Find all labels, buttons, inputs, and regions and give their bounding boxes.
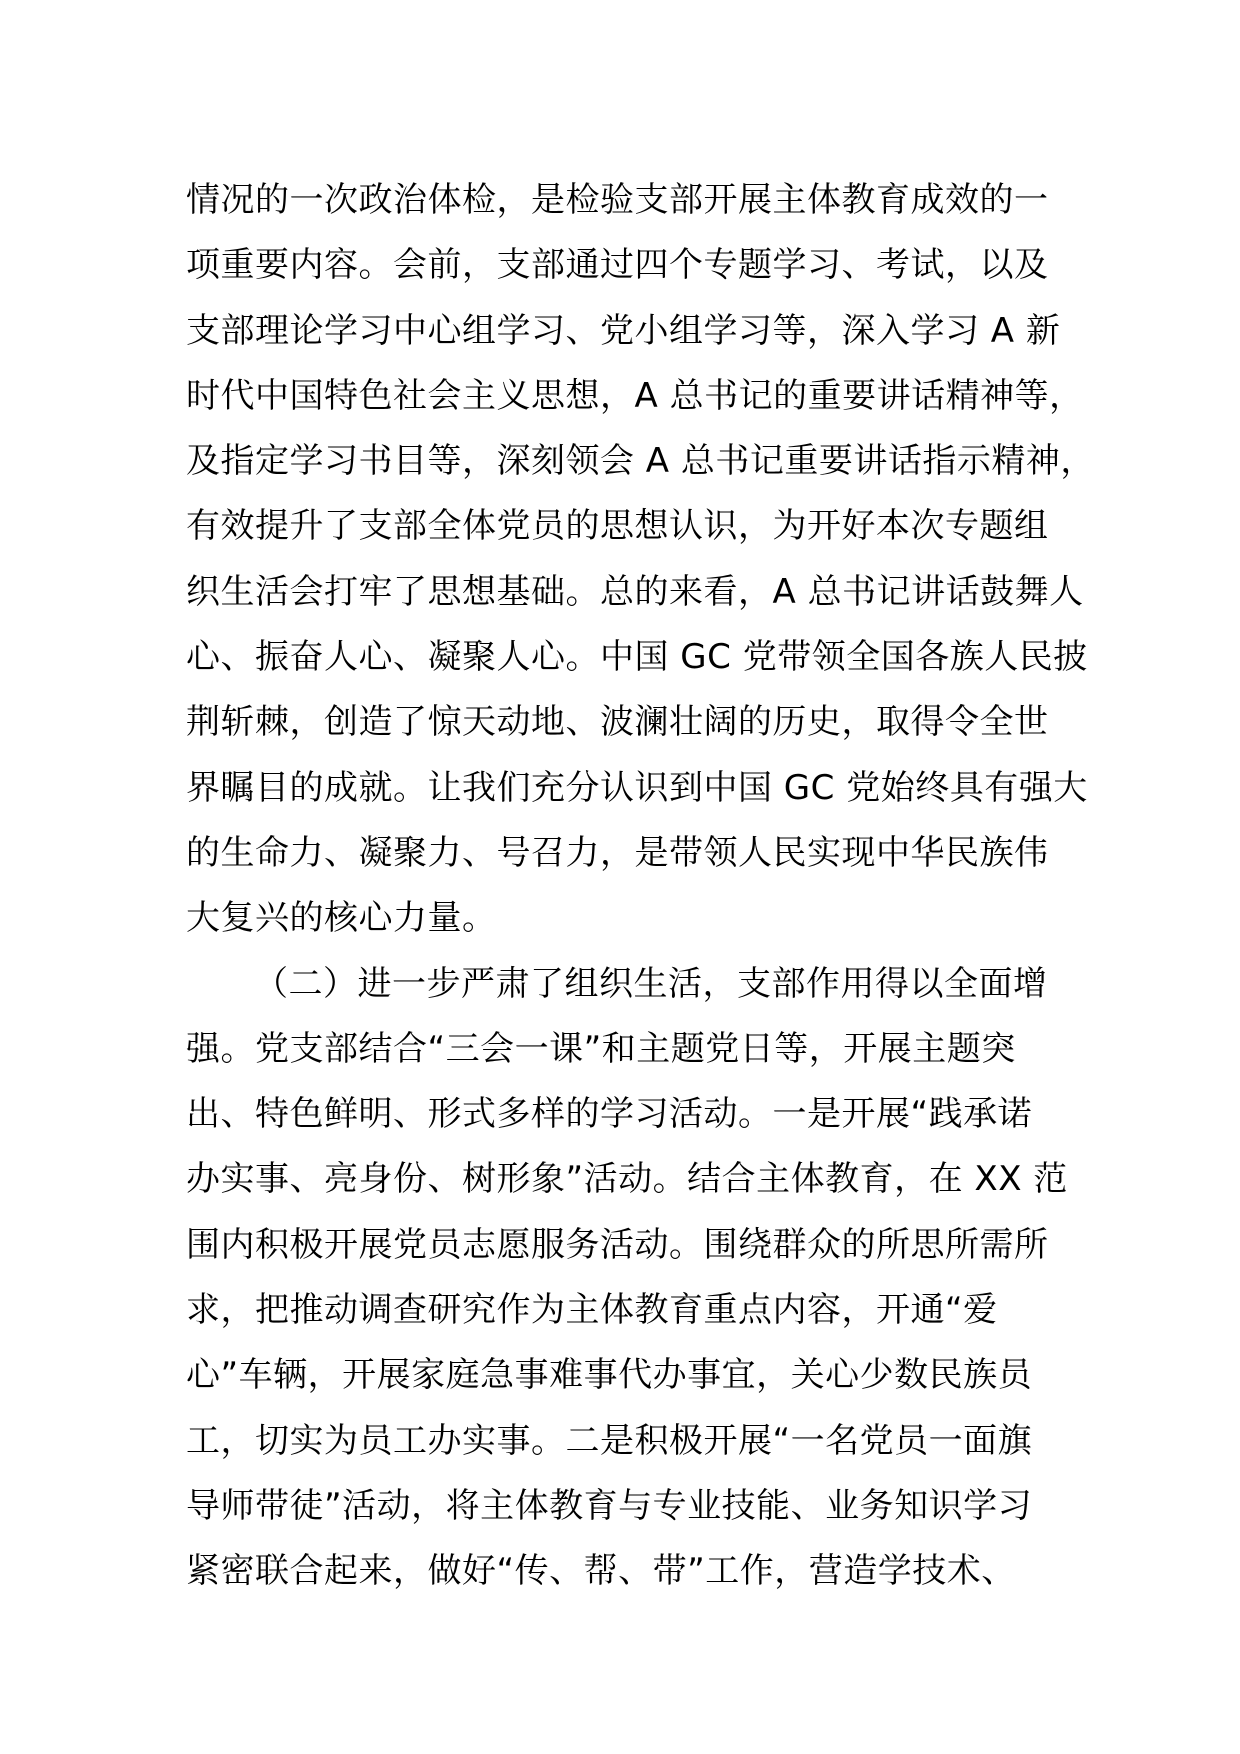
text-line: 支部理论学习中心组学习、党小组学习等，深入学习 A 新: [186, 310, 1061, 351]
text-line: 大复兴的核心力量。: [186, 898, 497, 939]
text-line: 及指定学习书目等，深刻领会 A 总书记重要讲话指示精神，: [186, 441, 1095, 482]
text-line: 荆斩棘，创造了惊天动地、波澜壮阔的历史，取得令全世: [186, 702, 1049, 743]
section-heading-line: （二）进一步严肃了组织生活，支部作用得以全面增: [254, 963, 1048, 1004]
text-line: 紧密联合起来，做好“传、帮、带”工作，营造学技术、: [186, 1551, 1016, 1592]
text-line: 项重要内容。会前，支部通过四个专题学习、考试，以及: [186, 245, 1049, 286]
text-line: 时代中国特色社会主义思想，A 总书记的重要讲话精神等，: [186, 375, 1084, 416]
text-line: 办实事、亮身份、树形象”活动。结合主体教育，在 XX 范: [186, 1159, 1068, 1200]
text-line: 织生活会打牢了思想基础。总的来看，A 总书记讲话鼓舞人: [186, 571, 1084, 612]
text-line: 求，把推动调查研究作为主体教育重点内容，开通“爱: [186, 1290, 998, 1331]
text-line: 工，切实为员工办实事。二是积极开展“一名党员一面旗: [186, 1420, 1033, 1461]
text-line: 强。党支部结合“三会一课”和主题党日等，开展主题突: [186, 1028, 1016, 1069]
text-line: 界瞩目的成就。让我们充分认识到中国 GC 党始终具有强大: [186, 767, 1088, 808]
text-line: 导师带徒”活动，将主体教育与专业技能、业务知识学习: [186, 1485, 1033, 1526]
text-line: 有效提升了支部全体党员的思想认识，为开好本次专题组: [186, 506, 1049, 547]
document-body: [186, 168, 1095, 1605]
text-line: 心、振奋人心、凝聚人心。中国 GC 党带领全国各族人民披: [186, 637, 1088, 678]
text-line: 情况的一次政治体检，是检验支部开展主体教育成效的一: [186, 180, 1049, 220]
text-line: 出、特色鲜明、形式多样的学习活动。一是开展“践承诺: [186, 1094, 1033, 1135]
text-line: 心”车辆，开展家庭急事难事代办事宜，关心少数民族员: [186, 1355, 1033, 1396]
text-line: 的生命力、凝聚力、号召力，是带领人民实现中华民族伟: [186, 832, 1049, 873]
text-line: 围内积极开展党员志愿服务活动。围绕群众的所思所需所: [186, 1224, 1049, 1265]
